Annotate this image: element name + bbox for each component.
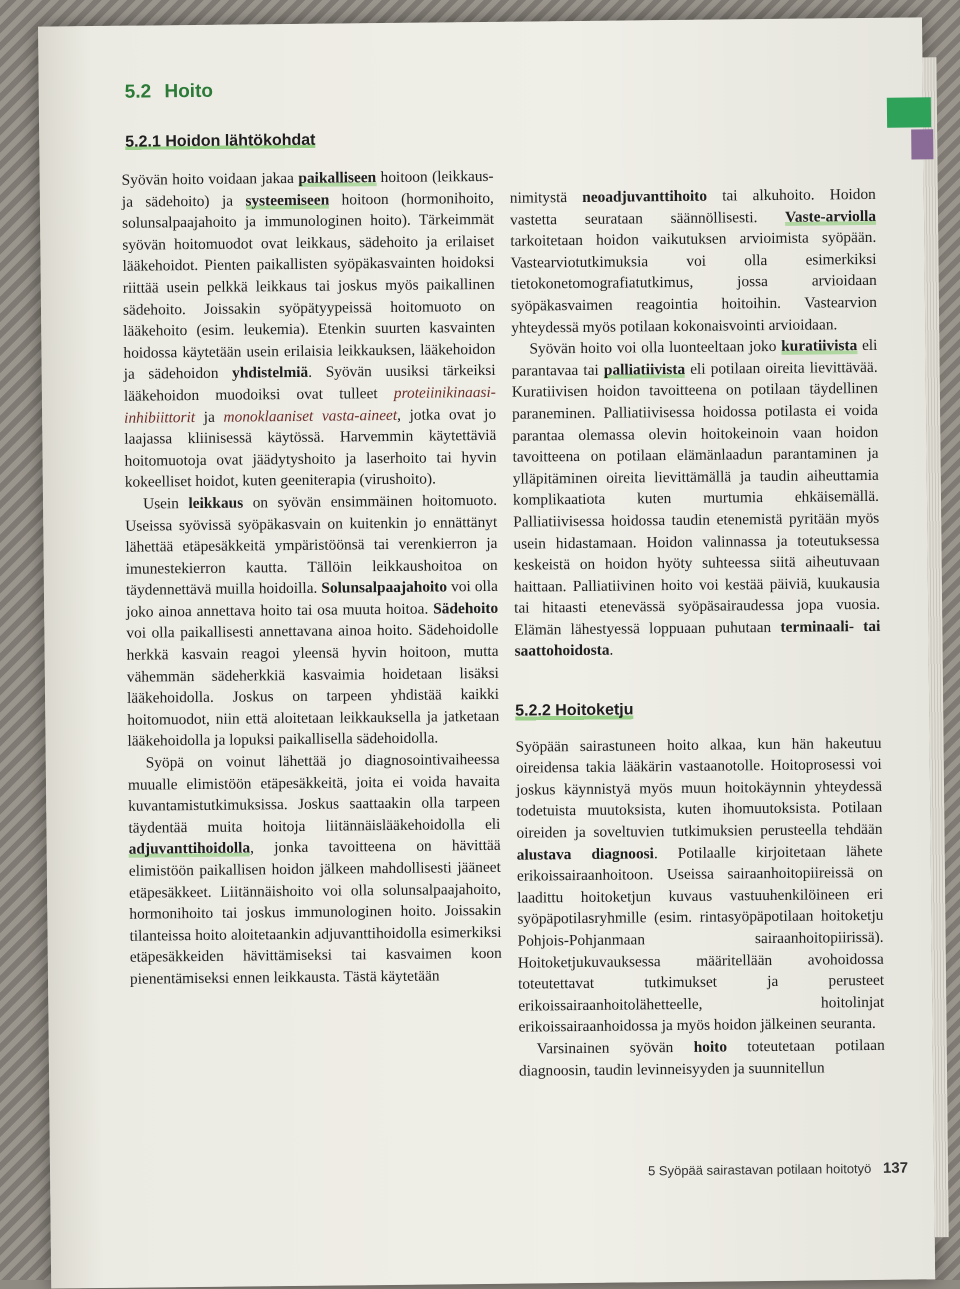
index-tab-green <box>887 97 931 127</box>
heading-spacer <box>515 659 881 701</box>
right-paragraph-3: Syöpään sairastuneen hoito alkaa, kun hän hakeutuu oireidensa takia lääkärin vastaanotolle. Hoitoprosessi voi joskus käynnistyä myös muun hoitokäynnin yhteydessä todetuista muutoksista, kuten ihomuutoksista. Potilaan oireiden ja soveltuvien tutkimuksien perusteella tehdään alustava diagnoosi. Potilaalle kirjoitetaan lähete erikoissairaanhoitoon. Useissa sairaanhoitopiireissä on laadittu hoitoketjun kuvaus vastuuhenkilöineen eri syöpäpotilasryhmille (esim. rintasyöpäpotilaan hoitoketju Pohjois-Pohjanmaan sairaanhoitopiirissä). Hoitoketjukuvauksessa määritellään avohoidossa toteutettavat tutkimukset ja perusteet erikoissairaanhoitolähetteelle, hoitolinjat erikoissairaanhoidossa ja myös hoidon jälkeinen seuranta. <box>515 734 885 1037</box>
book-page <box>38 17 935 1288</box>
index-tab-purple <box>911 129 933 159</box>
page-footer <box>648 1160 908 1180</box>
section-heading <box>125 81 213 104</box>
left-paragraph-1: Syövän hoito voidaan jakaa paikalliseen hoitoon (leikkaus- ja sädehoito) ja systeemiseen hoitoon (hormonihoito, solunsalpaajahoito ja immunologinen hoito). Tärkeimmät syövän hoitomuodot ovat leikkaus, sädehoito ja erilaiset lääkehoidot. Pienten paikallisten syöpäkasvainten hoidoksi riittää usein pelkkä leikkaus tai joskus myös paikallinen sädehoito. Joissakin syöpätyypeissä hoitomuoto on lääkehoito (esim. leukemia). Etenkin suurten kasvainten hoidossa käytetään usein erilaisia leikkauksen, lääkehoidon ja sädehoidon yhdistelmiä. Syövän uusiksi tärkeiksi lääkehoidon muodoiksi ovat tulleet proteiinikinaasi-inhibiittorit ja monoklaaniset vasta-aineet, jotka ovat jo laajassa kliinisessä käytössä. Harvemmin käytettäviä hoitomuotoja ovat jäädytyshoito ja laserhoito tai hyvin kokeelliset hoidot, kuten geeniterapia (virushoito). <box>121 167 497 492</box>
left-paragraph-3: Syöpä on voinut lähettää jo diagnosointivaiheessa muualle elimistöön etäpesäkkeitä, joita ei voida havaita kuvantamistutkimuksissa. Joskus saattaakin olla tarpeen täydentää muita hoitoja liitännäislääkehoidolla eli adjuvanttihoidolla, jonka tavoitteena on hävittää elimistöön paikallisen hoidon jälkeen mahdollisesti jääneet etäpesäkkeet. Liitännäishoito voi olla solunsalpaajahoito, hormonihoito tai joskus immunologinen hoito. Joissakin tilanteissa hoito aloitetaankin adjuvanttihoidolla esimerkiksi etäpesäkkeiden hävittämiseksi tai kasvaimen koon pienentämiseksi ennen leikkausta. Tästä käytetään <box>127 750 502 988</box>
section-number: 5.2 <box>124 81 152 103</box>
footer-chapter: 5 Syöpää sairastavan potilaan hoitotyö <box>647 1160 872 1179</box>
right-paragraph-4: Varsinainen syövän hoito toteutetaan potilaan diagnoosin, taudin levinneisyyden ja suunnitellun <box>518 1036 885 1080</box>
right-paragraph-2: Syövän hoito voi olla luonteeltaan joko kuratiivista eli parantavaa tai palliatiivista eli potilaan oireita lievittävää. Kuratiivisen hoidon tavoitteena on potilaan täydellinen paraneminen. Palliatiivisessa hoidossa potilasta ei voida parantaa olemassa olevin hoitokeinoin vaan hoidon tavoitteena on potilaan elämänlaadun parantaminen ja ylläpitäminen oireita lievittämällä ja taudin aiheuttamia komplikaatiota kuten murtumia ehkäisemällä. Palliatiivisessa hoidossa taudin etenemistä pyritään myös usein hidastamaan. Hoidon valinnassa ja toteutuksessa keskeistä on hoidon hyöty suhteessa siitä aiheutuvaan haittaan. Palliatiivinen hoito voi kestää päiviä, kuukausia tai hitaasti etenevässä syöpäsairaudessa jopa vuosia. Elämän lähestyessä loppuaan puhutaan terminaali- tai saattohoidosta. <box>511 337 881 661</box>
section-title: Hoito <box>164 80 214 103</box>
left-paragraph-2: Usein leikkaus on syövän ensimmäinen hoitomuoto. Useissa syövissä syöpäkasvain on kuitenkin jo ennättänyt lähettää etäpesäkkeitä ympäristöönsä tai verenkierron ja imunestekierron kautta. Tällöin leikkaushoitoa on täydennettävä muilla hoidoilla. Solunsalpaajahoito voi olla joko ainoa annettava hoito tai osa muuta hoitoa. Sädehoito voi olla paikallisesti annettavana ainoa hoito. Sädehoidolle herkkä kasvain reagoi yleensä hyvin hoitoon, mutta vähemmän sädeherkkiä kasvaimia hoidetaan lisäksi lääkehoidolla. Joskus on tarpeen yhdistää kaikki hoitomuodot, niin että aloitetaan leikkauksella ja jatketaan lääkehoidolla ja lopuksi paikallisella sädehoidolla. <box>125 491 500 751</box>
subsection-heading-1: 5.2.1 Hoidon lähtökohdat <box>125 131 316 151</box>
right-paragraph-1: nimitystä neoadjuvanttihoito tai alkuhoito. Hoidon vastetta seurataan säännöllisesti. Vaste-arviolla tarkoitetaan hoidon vaikutuksen arvioimista syöpään. Vastearviotutkimuksia voi olla esimerkiksi tietokonetomografiatutkimus, jossa arvioidaan syöpäkasvaimen reagointia hoitoihin. Vastearvion yhteydessä myös potilaan kokonaisvointi arvioidaan. <box>509 185 878 337</box>
right-column <box>510 184 885 1082</box>
left-column <box>122 166 503 990</box>
subsection-heading-2: 5.2.2 Hoitoketju <box>515 699 633 722</box>
page-number: 137 <box>882 1159 909 1177</box>
